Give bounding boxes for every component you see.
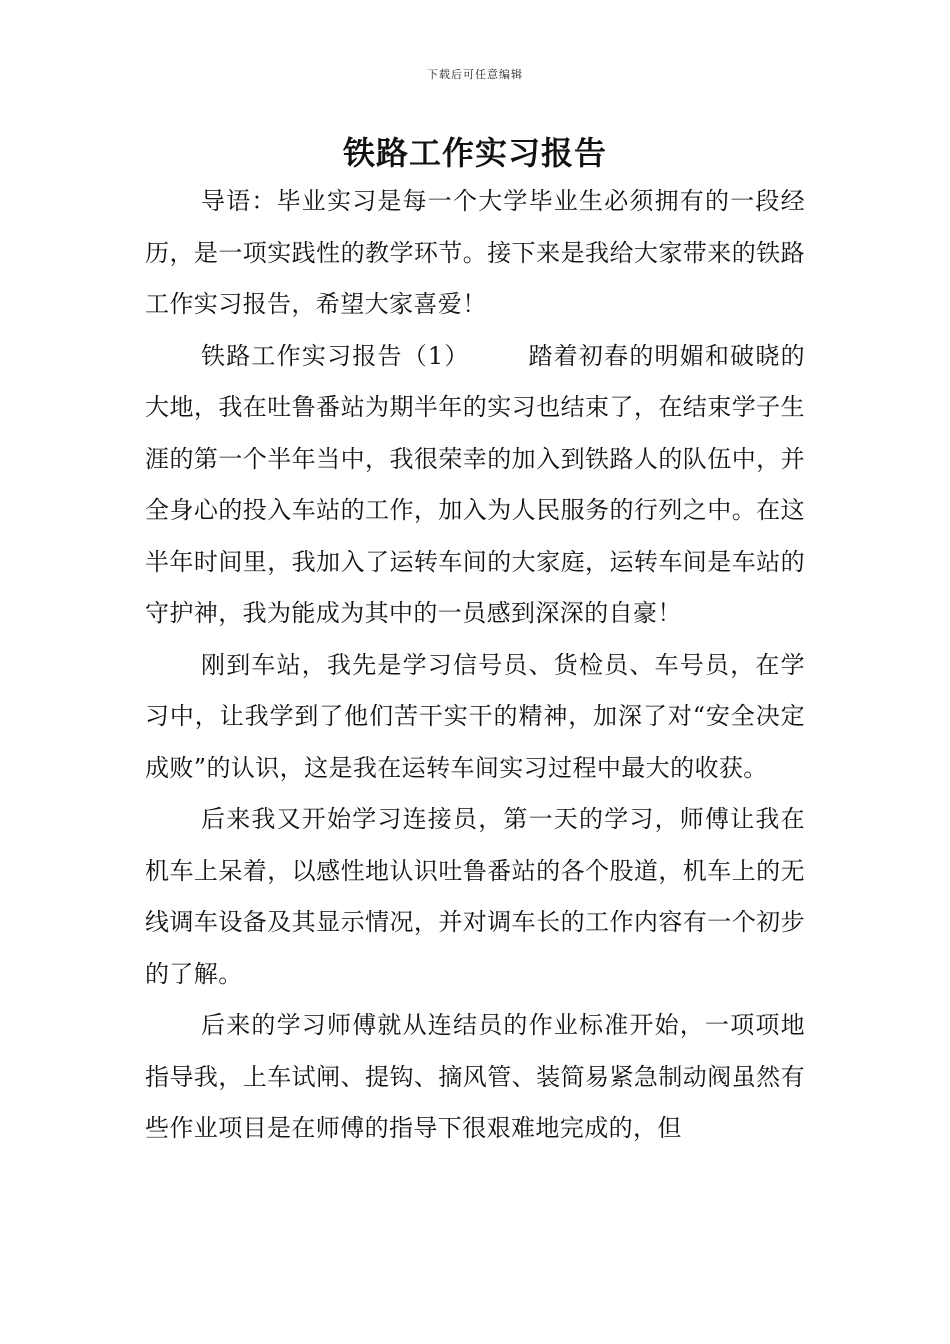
body-paragraph: 后来我又开始学习连接员，第一天的学习，师傅让我在机车上呆着，以感性地认识吐鲁番站的各个股道，机车上的无线调车设备及其显示情况，并对调车长的工作内容有一个初步的了解。 [145, 805, 805, 988]
document-title: 铁路工作实习报告 [342, 134, 607, 172]
section-1-paragraph [145, 331, 805, 640]
intro-paragraph: 导语：毕业实习是每一个大学毕业生必须拥有的一段经历，是一项实践性的教学环节。接下来是我给大家带来的铁路工作实习报告，希望大家喜爱！ [145, 187, 805, 318]
document-body [145, 176, 805, 1155]
body-paragraph: 刚到车站，我先是学习信号员、货检员、车号员，在学习中，让我学到了他们苦干实干的精神，加深了对“安全决定成败”的认识，这是我在运转车间实习过程中最大的收获。 [145, 650, 805, 782]
body-paragraph: 后来的学习师傅就从连结员的作业标准开始，一项项地指导我，上车试闸、提钩、摘风管、装简易紧急制动阀虽然有些作业项目是在师傅的指导下很艰难地完成的，但 [145, 1011, 805, 1142]
section-1-text: 踏着初春的明媚和破晓的大地，我在吐鲁番站为期半年的实习也结束了，在结束学子生涯的第一个半年当中，我很荣幸的加入到铁路人的队伍中，并全身心的投入车站的工作，加入为人民服务的行列之中。在这半年时间里，我加入了运转车间的大家庭，运转车间是车站的守护神，我为能成为其中的一员感到深深的自豪！ [145, 341, 806, 627]
header-note: 下载后可任意编辑 [427, 68, 523, 81]
section-1-heading: 铁路工作实习报告（1） [201, 341, 470, 370]
